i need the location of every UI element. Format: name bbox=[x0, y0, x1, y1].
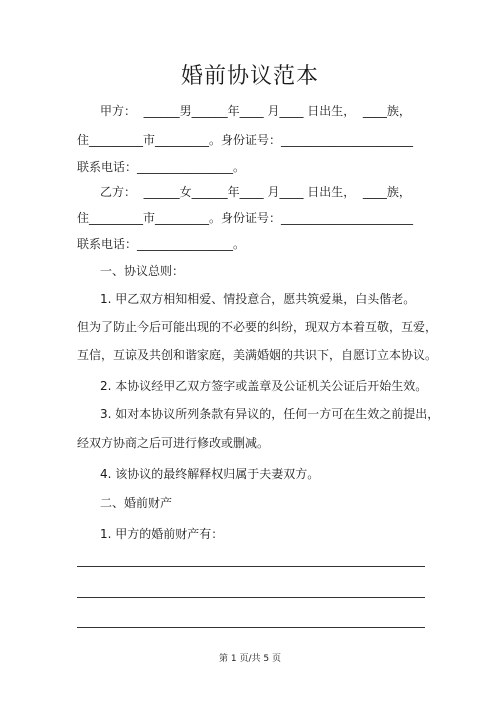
fill-in-line bbox=[77, 597, 425, 598]
clause-1-line-2: 但为了防止今后可能出现的不必要的纠纷，现双方本着互敬，互爱， bbox=[77, 320, 438, 334]
fill-in-line bbox=[77, 566, 425, 567]
party-b-info-line: 乙方： ______女______年____ 月____ 日出生， ____族， bbox=[100, 185, 411, 199]
page-footer: 第 1 页/共 5 页 bbox=[219, 654, 281, 664]
party-b-phone-line: 联系电话：________________。 bbox=[77, 237, 246, 251]
clause-3-line-2: 经双方协商之后可进行修改或删减。 bbox=[77, 436, 270, 450]
document-title: 婚前协议范本 bbox=[180, 64, 319, 89]
clause-4: 4. 该协议的最终解释权归属于夫妻双方。 bbox=[100, 467, 320, 481]
clause-1-line-1: 1. 甲乙双方相知相爱、情投意合，愿共筑爱巢，白头偕老。 bbox=[100, 292, 416, 306]
party-b-address-line: 住_________市_________。身份证号：______________________ bbox=[77, 211, 414, 225]
section-heading-property: 二、婚前财产 bbox=[100, 496, 173, 510]
section-heading-general: 一、协议总则： bbox=[100, 264, 185, 278]
clause-1-line-3: 互信，互谅及共创和谐家庭，美满婚姻的共识下，自愿订立本协议。 bbox=[77, 348, 438, 362]
party-a-info-line: 甲方： ______男______年____ 月____ 日出生， ____族， bbox=[100, 104, 411, 118]
clause-3-line-1: 3. 如对本协议所列条款有异议的，任何一方可在生效之前提出， bbox=[100, 407, 440, 421]
property-clause-1: 1. 甲方的婚前财产有： bbox=[100, 527, 224, 541]
fill-in-line bbox=[77, 627, 425, 628]
clause-2: 2. 本协议经甲乙双方签字或盖章及公证机关公证后开始生效。 bbox=[100, 379, 428, 393]
party-a-phone-line: 联系电话：________________。 bbox=[77, 160, 246, 174]
party-a-address-line: 住_________市_________。身份证号：______________________ bbox=[77, 133, 414, 147]
